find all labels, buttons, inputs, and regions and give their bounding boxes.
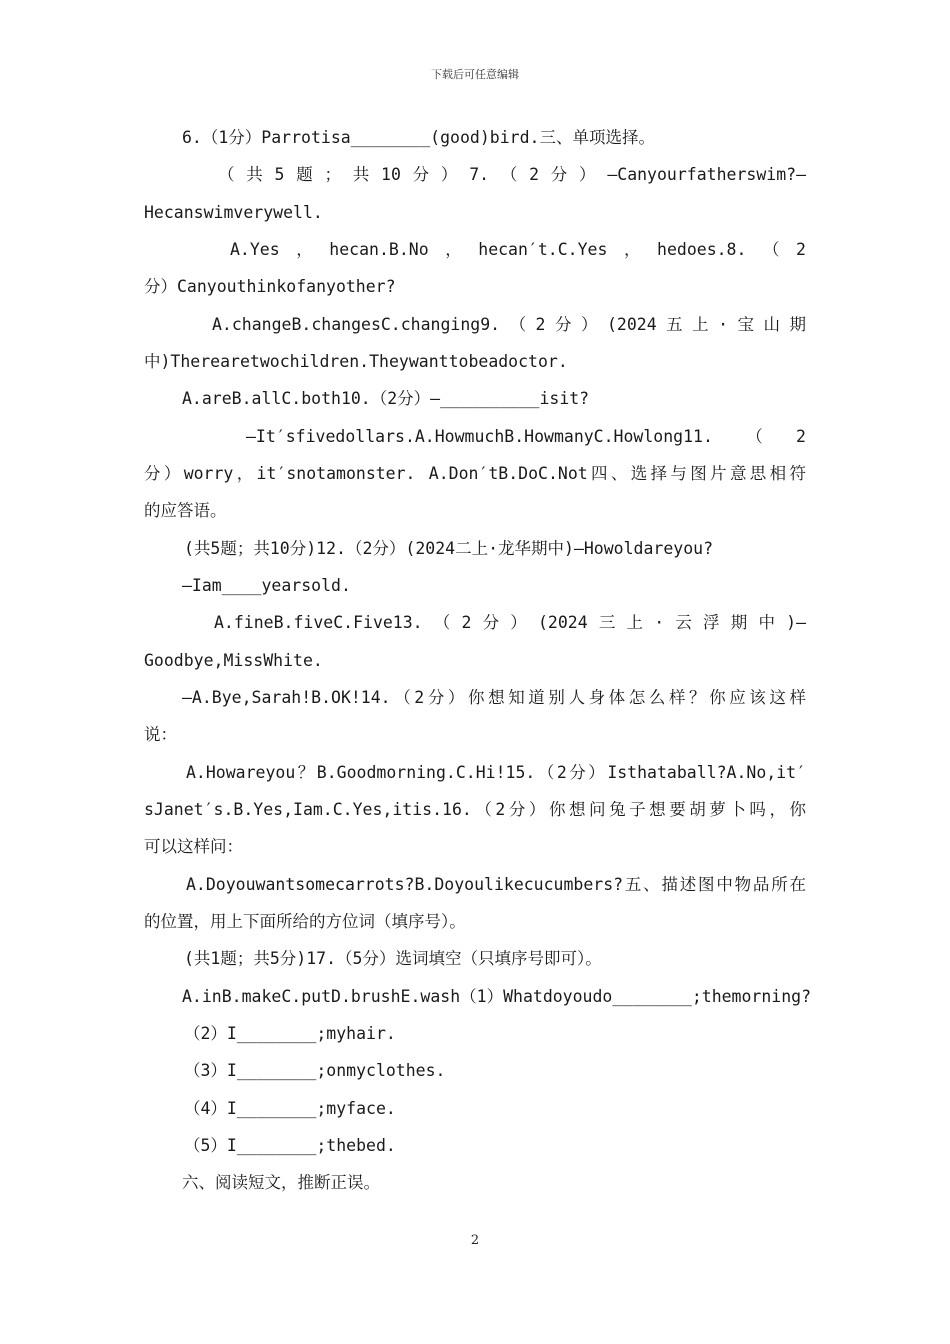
text-line: A.Yes，hecan.B.No，hecan′t.C.Yes，hedoes.8.（2 [230,240,806,259]
text-line: A.Howareyou？B.Goodmorning.C.Hi!15.（2分）Isthataball?A.No,it′ [186,763,806,782]
text-line: —It′sfivedollars.A.HowmuchB.HowmanyC.Howlong11.（2 [246,427,806,446]
text-line: A.inB.makeC.putD.brushE.wash（1）Whatdoyoudo________;themorning? [182,987,812,1006]
text-line: （5）I________;thebed. [184,1136,396,1155]
text-line: 的应答语。 [144,501,227,520]
text-line: 中)Therearetwochildren.Theywanttobeadoctor. [144,352,568,371]
text-line: 6.（1分）Parrotisa________(good)bird.三、单项选择。 [182,128,655,147]
text-line: A.changeB.changesC.changing9.（2分）(2024五上·宝山期 [212,315,806,334]
text-line: 的位置，用上下面所给的方位词（填序号）。 [144,912,466,931]
text-line: sJanet′s.B.Yes,Iam.C.Yes,itis.16.（2分）你想问兔子想要胡萝卜吗，你 [144,800,806,819]
section-heading: 六、阅读短文，推断正误。 [182,1173,380,1192]
text-line: —Iam____yearsold. [182,576,351,595]
text-line: A.Doyouwantsomecarrots?B.Doyoulikecucumbers?五、描述图中物品所在 [186,875,806,894]
text-line: 可以这样问： [144,837,243,856]
text-line: 分）worry，it′snotamonster. A.Don′tB.DoC.Not四、选择与图片意思相符 [144,464,806,483]
text-line: 说： [144,725,177,744]
text-line: Hecanswimverywell. [144,203,323,222]
text-line: A.fineB.fiveC.Five13.（2分）(2024三上·云浮期中)— [214,613,806,632]
text-line: （4）I________;myface. [184,1099,396,1118]
text-line: (共1题；共5分)17.（5分）选词填空（只填序号即可）。 [184,949,602,968]
text-line: 分）Canyouthinkofanyother? [144,277,396,296]
page-number: 2 [470,1233,480,1248]
page-header: 下载后可任意编辑 [431,68,519,81]
text-line: （2）I________;myhair. [184,1024,396,1043]
text-line: —A.Bye,Sarah!B.OK!14.（2分）你想知道别人身体怎么样？你应该这样 [182,688,806,707]
text-line: Goodbye,MissWhite. [144,651,323,670]
text-line: (共5题；共10分)12.（2分）(2024二上·龙华期中)—Howoldareyou? [184,539,714,558]
text-line: A.areB.allC.both10.（2分）—__________isit? [182,389,590,408]
text-line: （3）I________;onmyclothes. [184,1061,446,1080]
text-line: （共5题；共10分）7.（2分）—Canyourfatherswim?— [218,165,806,184]
